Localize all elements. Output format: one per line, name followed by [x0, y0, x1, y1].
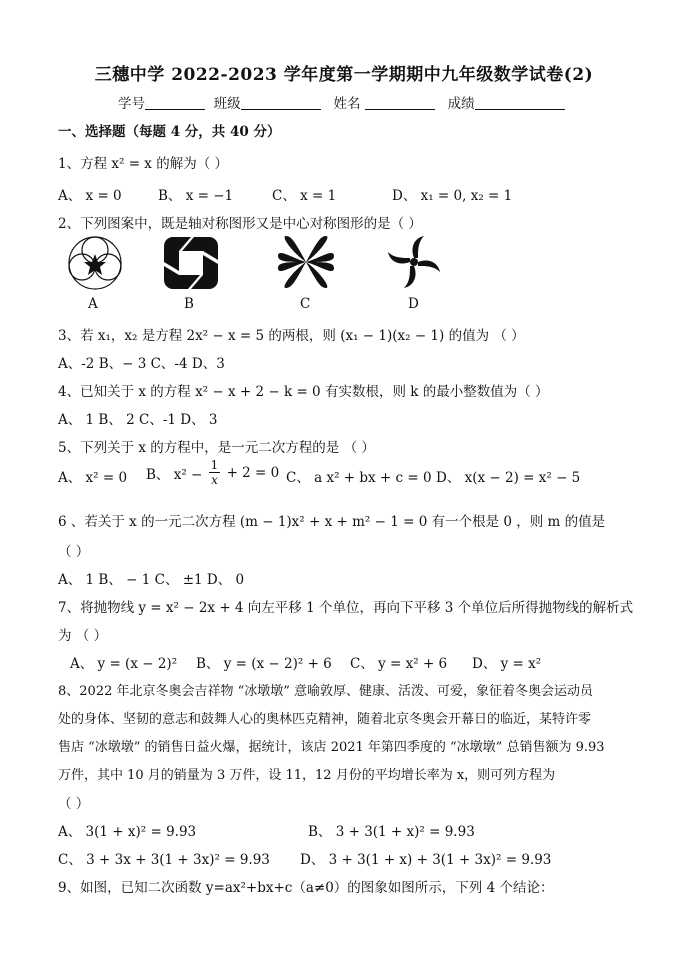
figure-b-square-icon[interactable] — [160, 234, 222, 292]
q4-options[interactable]: A、 1 B、 2 C、-1 D、 3 — [58, 412, 218, 428]
figure-d-label: D — [408, 296, 419, 312]
q8-line-4: 万件，其中 10 月的销量为 3 万件，设 11，12 月份的平均增长率为 x，则可列方程为 — [58, 768, 556, 783]
q2-stem: 2、下列图案中，既是轴对称图形又是中心对称图形的是（ ） — [58, 216, 422, 232]
student-id-label: 学号 — [118, 96, 145, 112]
figure-a-label: A — [88, 296, 98, 312]
score-blank[interactable] — [475, 95, 565, 110]
student-info-row — [118, 92, 565, 112]
q1-option-c[interactable]: C、 x = 1 — [272, 188, 337, 204]
q5-option-b[interactable] — [146, 458, 279, 487]
q5-option-b-prefix: B、 x² − — [146, 466, 203, 483]
figure-d-swirl-icon[interactable] — [384, 232, 444, 292]
q7-option-a[interactable]: A、 y = (x − 2)² — [70, 656, 178, 672]
q8-line-1: 8、2022 年北京冬奥会吉祥物 “冰墩墩” 意喻敦厚、健康、活泼、可爱，象征着冬奥会运动员 — [58, 684, 594, 699]
q3-options[interactable]: A、-2 B、− 3 C、-4 D、3 — [58, 356, 225, 372]
q6-paren: （ ） — [58, 544, 90, 560]
q8-line-3: 售店 “冰墩墩” 的销售日益火爆，据统计，该店 2021 年第四季度的 “冰墩墩” 总销售额为 9.93 — [58, 740, 605, 755]
q1-option-d[interactable]: D、 x₁ = 0, x₂ = 1 — [392, 188, 513, 204]
q8-option-b[interactable]: B、 3 + 3(1 + x)² = 9.93 — [308, 824, 475, 840]
figure-a-rings-icon[interactable] — [64, 234, 126, 292]
student-id-blank[interactable] — [145, 95, 205, 110]
q4-stem: 4、已知关于 x 的方程 x² − x + 2 − k = 0 有实数根，则 k 的最小整数值为（ ） — [58, 384, 549, 400]
q8-line-2: 处的身体、坚韧的意志和鼓舞人心的奥林匹克精神，随着北京冬奥会开幕日的临近，某特许零 — [58, 712, 592, 727]
figure-c-label: C — [300, 296, 311, 312]
q5-option-b-suffix: + 2 = 0 — [226, 464, 280, 481]
q5-fraction — [209, 458, 221, 487]
q6-options[interactable]: A、 1 B、 − 1 C、 ±1 D、 0 — [58, 572, 245, 588]
q1-option-a[interactable]: A、 x = 0 — [58, 188, 122, 204]
q5-stem: 5、下列关于 x 的方程中，是一元二次方程的是 （ ） — [58, 440, 375, 456]
q7-stem-cont: 为 （ ） — [58, 628, 108, 644]
q5-fraction-den: x — [211, 473, 218, 487]
q6-stem: 6 、若关于 x 的一元二次方程 (m − 1)x² + x + m² − 1 = 0 有一个根是 0 ，则 m 的值是 — [58, 514, 606, 530]
figure-b-label: B — [184, 296, 194, 312]
name-label: 姓名 — [333, 96, 361, 112]
name-blank[interactable] — [365, 95, 435, 110]
q5-option-d[interactable]: D、 x(x − 2) = x² − 5 — [436, 470, 581, 486]
figure-c-knot-icon[interactable] — [274, 232, 338, 292]
q1-option-b[interactable]: B、 x = −1 — [158, 188, 234, 204]
class-blank[interactable] — [241, 95, 321, 110]
exam-title: 三穗中学 2022-2023 学年度第一学期期中九年级数学试卷(2) — [94, 65, 594, 85]
section-heading: 一、选择题（每题 4 分，共 40 分） — [58, 124, 281, 140]
q5-option-a[interactable]: A、 x² = 0 — [58, 470, 128, 486]
q9-stem: 9、如图，已知二次函数 y=ax²+bx+c（a≠0）的图象如图所示，下列 4 个结论： — [58, 880, 554, 896]
q5-fraction-num: 1 — [210, 458, 219, 472]
q7-option-b[interactable]: B、 y = (x − 2)² + 6 — [196, 656, 332, 672]
q3-stem: 3、若 x₁，x₂ 是方程 2x² − x = 5 的两根，则 (x₁ − 1)(x₂ − 1) 的值为 （ ） — [58, 328, 525, 344]
class-label: 班级 — [213, 96, 241, 112]
q1-stem: 1、方程 x² = x 的解为（ ） — [58, 156, 228, 172]
q7-stem: 7、将抛物线 y = x² − 2x + 4 向左平移 1 个单位，再向下平移 3 个单位后所得抛物线的解析式 — [58, 600, 634, 616]
q8-paren: （ ） — [58, 796, 90, 812]
score-label: 成绩 — [447, 96, 475, 112]
q7-option-d[interactable]: D、 y = x² — [472, 656, 542, 672]
q7-option-c[interactable]: C、 y = x² + 6 — [350, 656, 448, 672]
q5-option-c[interactable]: C、 a x² + bx + c = 0 — [286, 470, 432, 486]
q8-option-d[interactable]: D、 3 + 3(1 + x) + 3(1 + 3x)² = 9.93 — [300, 852, 552, 868]
q8-option-c[interactable]: C、 3 + 3x + 3(1 + 3x)² = 9.93 — [58, 852, 270, 868]
q8-option-a[interactable]: A、 3(1 + x)² = 9.93 — [58, 824, 197, 840]
